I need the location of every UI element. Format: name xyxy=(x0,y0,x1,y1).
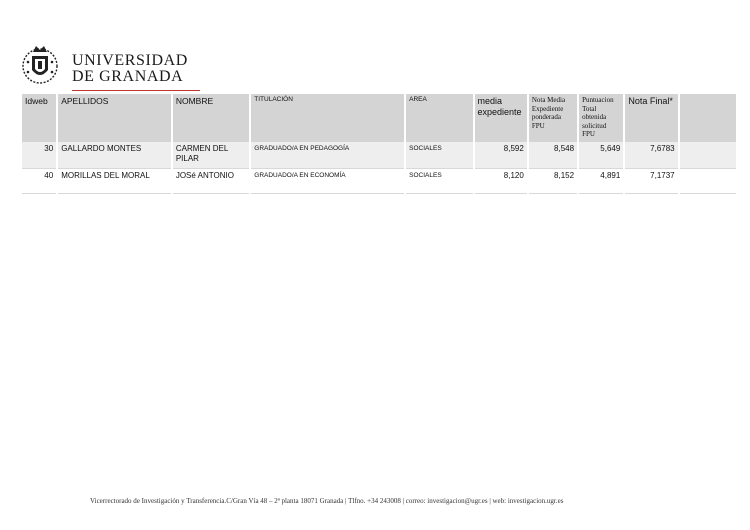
col-header-nota-ponderada: Nota Media Expediente ponderada FPU xyxy=(529,94,577,142)
col-header-area: AREA xyxy=(406,94,472,142)
cell-nota-ponderada: 8,152 xyxy=(529,169,577,194)
cell-nota-final: 7,6783 xyxy=(625,142,677,169)
col-header-apellidos: APELLIDOS xyxy=(58,94,171,142)
cell-apellidos: GALLARDO MONTES xyxy=(58,142,171,169)
cell-titulacion: GRADUADO/A EN PEDAGOGÍA xyxy=(251,142,404,169)
col-header-nota-final: Nota Final* xyxy=(625,94,677,142)
cell-puntuacion: 5,649 xyxy=(579,142,623,169)
col-header-titulacion: TITULACIÓN xyxy=(251,94,404,142)
results-table xyxy=(20,94,738,194)
table-row xyxy=(22,169,736,194)
logo-line1: UNIVERSIDAD xyxy=(72,52,188,69)
col-header-puntuacion: Puntuacion Total obtenida solicitud FPU xyxy=(579,94,623,142)
page-footer: Vicerrectorado de Investigación y Transferencia.C/Gran Vía 48 – 2ª planta 18071 Granada | Tlfno. +34 243008 | correo: investigacion@ugr.es | web: investigacion.ugr.es xyxy=(90,497,564,505)
cell-media-expediente: 8,120 xyxy=(475,169,527,194)
col-header-empty xyxy=(680,94,736,142)
university-logo xyxy=(20,42,190,94)
university-seal-icon xyxy=(20,42,60,88)
cell-nota-ponderada: 8,548 xyxy=(529,142,577,169)
cell-empty xyxy=(680,169,736,194)
cell-titulacion: GRADUADO/A EN ECONOMÍA xyxy=(251,169,404,194)
cell-apellidos: MORILLAS DEL MORAL xyxy=(58,169,171,194)
logo-divider xyxy=(72,90,200,91)
col-header-nombre: NOMBRE xyxy=(173,94,249,142)
cell-empty xyxy=(680,142,736,169)
cell-area: SOCIALES xyxy=(406,169,472,194)
logo-line2: DE GRANADA xyxy=(72,68,184,85)
cell-area: SOCIALES xyxy=(406,142,472,169)
col-header-idweb: Idweb xyxy=(22,94,56,142)
table-row xyxy=(22,142,736,169)
cell-idweb: 30 xyxy=(22,142,56,169)
cell-media-expediente: 8,592 xyxy=(475,142,527,169)
cell-nombre: CARMEN DEL PILAR xyxy=(173,142,249,169)
col-header-media-expediente: media expediente xyxy=(475,94,527,142)
cell-idweb: 40 xyxy=(22,169,56,194)
table-header-row xyxy=(22,94,736,142)
cell-puntuacion: 4,891 xyxy=(579,169,623,194)
cell-nombre: JOSé ANTONIO xyxy=(173,169,249,194)
cell-nota-final: 7,1737 xyxy=(625,169,677,194)
